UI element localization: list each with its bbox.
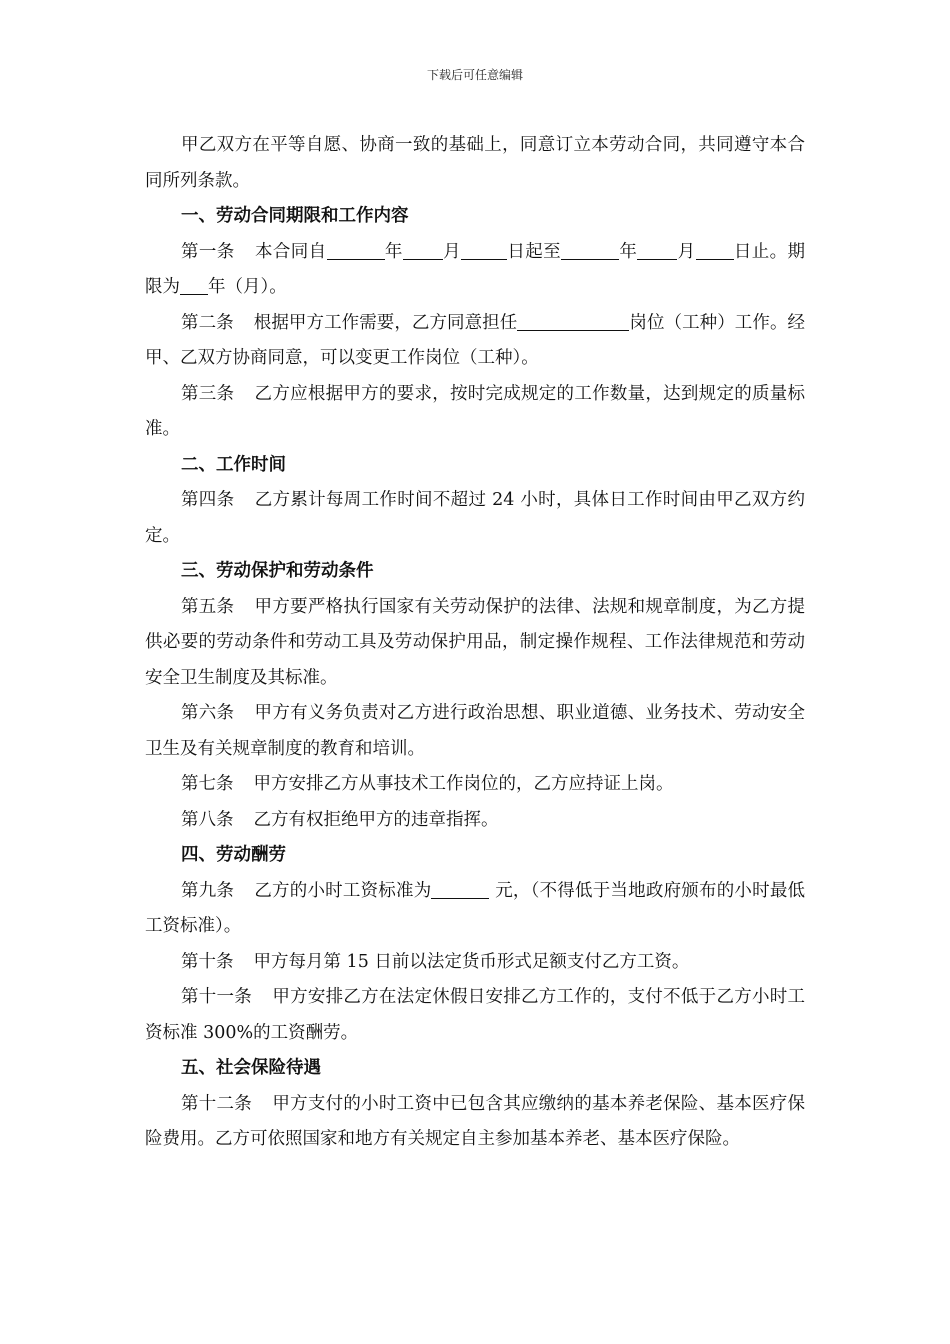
blank-start-day [461, 239, 507, 260]
blank-start-year [327, 239, 385, 260]
article-7 [145, 767, 805, 803]
article-text: 乙方累计每周工作时间不超过 24 小时，具体日工作时间由甲乙双方约定。 [145, 490, 805, 546]
article-text: 乙方有权拒绝甲方的违章指挥。 [253, 809, 499, 830]
article-text: 年（月）。 [208, 277, 287, 297]
blank-start-month [403, 239, 443, 260]
article-8 [145, 803, 805, 839]
section-heading-pay: 四、劳动酬劳 [181, 845, 286, 865]
blank-hourly-wage [431, 878, 489, 899]
article-label: 第九条 [181, 880, 235, 901]
section-heading-hours: 二、工作时间 [181, 454, 286, 475]
article-4 [145, 483, 805, 554]
article-3 [145, 377, 805, 448]
page-header-note: 下载后可任意编辑 [426, 68, 523, 82]
article-text: 乙方的小时工资标准为 [254, 880, 432, 901]
contract-body [145, 128, 805, 1158]
article-text: 甲方安排乙方在法定休假日安排乙方工作的，支付不低于乙方小时工资标准 300%的工资酬劳。 [145, 987, 806, 1043]
article-text: 岗位（工种）工作。经甲、乙双方协商同意，可以变更工作岗位（工种）。 [145, 312, 806, 368]
article-2 [145, 306, 805, 377]
article-1 [145, 235, 805, 306]
blank-end-year [561, 239, 619, 260]
article-text: 元，（不得低于当地政府颁布的小时最低工资标准）。 [145, 880, 806, 936]
article-text: 年 [619, 241, 638, 262]
article-5 [145, 590, 805, 697]
article-label: 第十一条 [181, 987, 253, 1007]
article-9 [145, 874, 805, 945]
section-heading-insurance: 五、社会保险待遇 [181, 1058, 321, 1078]
article-12 [145, 1087, 805, 1158]
article-11 [145, 980, 805, 1051]
blank-position [517, 310, 629, 331]
blank-end-day [696, 239, 734, 260]
article-text: 甲方要严格执行国家有关劳动保护的法律、法规和规章制度，为乙方提供必要的劳动条件和劳动工具及劳动保护用品，制定操作规程、工作法律规范和劳动安全卫生制度及其标准。 [145, 596, 806, 688]
section-heading-term: 一、劳动合同期限和工作内容 [181, 206, 409, 226]
article-text: 本合同自 [254, 241, 327, 262]
article-label: 第七条 [181, 774, 234, 794]
article-label: 第三条 [181, 383, 235, 404]
blank-term-length [180, 274, 208, 295]
article-text: 根据甲方工作需要，乙方同意担任 [253, 312, 518, 333]
blank-end-month [637, 239, 677, 260]
article-6 [145, 696, 805, 767]
article-text: 甲方支付的小时工资中已包含其应缴纳的基本养老保险、基本医疗保险费用。乙方可依照国家和地方有关规定自主参加基本养老、基本医疗保险。 [145, 1093, 806, 1149]
article-text: 月 [442, 241, 461, 262]
article-text: 日起至 [507, 241, 561, 262]
article-label: 第八条 [181, 809, 234, 830]
section-heading-protection: 三、劳动保护和劳动条件 [181, 561, 374, 581]
article-text: 日止。期限为 [145, 241, 805, 297]
article-text: 甲方有义务负责对乙方进行政治思想、职业道德、业务技术、劳动安全卫生及有关规章制度的教育和培训。 [145, 703, 806, 759]
article-label: 第十条 [181, 951, 234, 972]
article-10 [145, 945, 805, 981]
article-text: 年 [384, 241, 403, 262]
article-label: 第六条 [181, 703, 235, 723]
article-text: 甲方每月第 15 日前以法定货币形式足额支付乙方工资。 [253, 951, 690, 972]
article-label: 第一条 [181, 241, 235, 262]
intro-paragraph: 甲乙双方在平等自愿、协商一致的基础上，同意订立本劳动合同，共同遵守本合同所列条款。 [145, 135, 805, 191]
article-label: 第十二条 [181, 1093, 253, 1114]
article-label: 第四条 [181, 490, 235, 510]
article-text: 月 [677, 241, 696, 262]
article-text: 乙方应根据甲方的要求，按时完成规定的工作数量，达到规定的质量标准。 [145, 383, 806, 439]
article-label: 第五条 [181, 596, 235, 617]
article-label: 第二条 [181, 312, 234, 333]
article-text: 甲方安排乙方从事技术工作岗位的，乙方应持证上岗。 [253, 774, 674, 794]
